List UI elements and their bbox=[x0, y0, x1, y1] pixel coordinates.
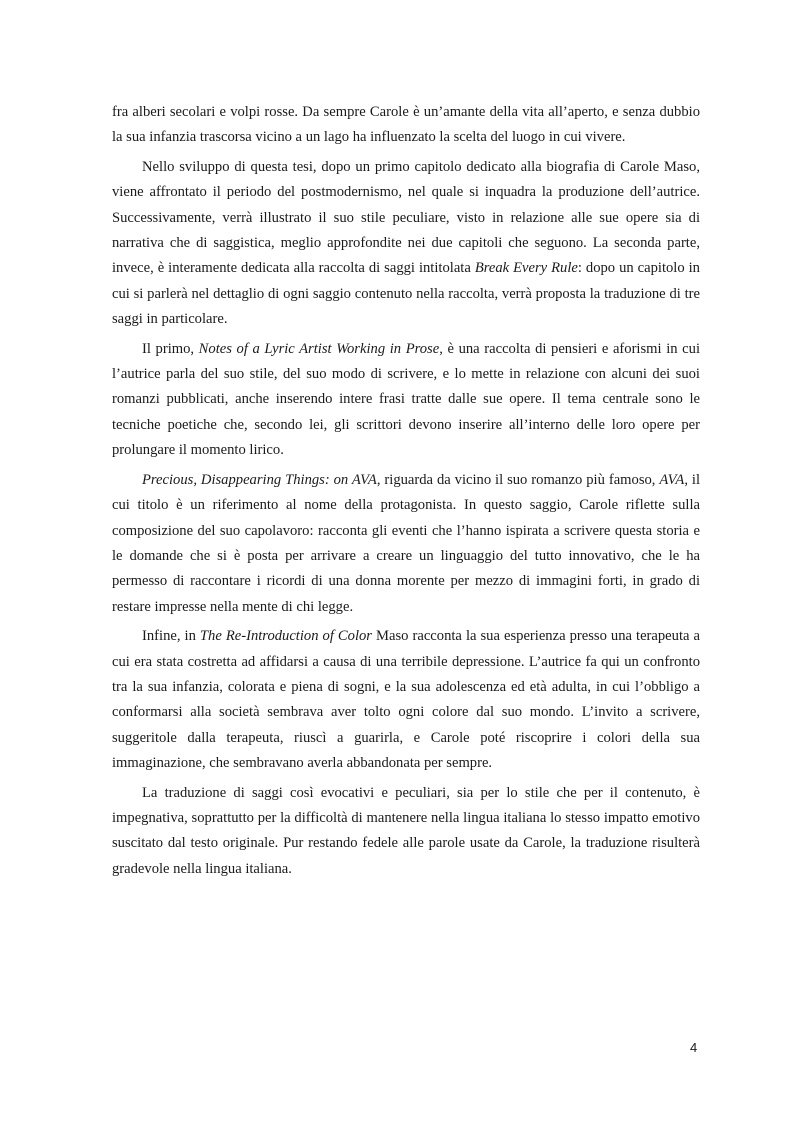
book-title: Break Every Rule bbox=[474, 260, 578, 277]
paragraph-second-essay bbox=[112, 468, 700, 620]
paragraph-text: La traduzione di saggi così evocativi e peculiari, sia per lo stile che per il contenuto, è impegnativa, soprattutto per la difficoltà di mantenere nella lingua italiana lo stesso impatto emotivo suscitato dal testo originale. Pur restando fedele alle parole usate da Carole, la traduzione risulterà gradevole nella lingua italiana. bbox=[112, 784, 700, 877]
document-body bbox=[112, 100, 700, 886]
page-number: 4 bbox=[690, 1040, 698, 1055]
paragraph-text: Il primo, bbox=[142, 340, 195, 357]
paragraph-text: fra alberi secolari e volpi rosse. Da sempre Carole è un’amante della vita all’aperto, e senza dubbio la sua infanzia trascorsa vicino a un lago ha influenzato la scelta del luogo in cui vivere. bbox=[112, 104, 700, 146]
paragraph-text: Nello sviluppo di questa tesi, dopo un primo capitolo dedicato alla biografia di Carole Maso, viene affrontato il periodo del postmodernismo, nel quale si inquadra la produzione dell’autrice. Successivamente, verrà illustrato il suo stile peculiare, visto in relazione alle sue opere sia di narrativa che di saggistica, meglio approfondite nei due capitoli che seguono. La seconda parte, invece, è interamente dedicata alla raccolta di saggi intitolata bbox=[112, 158, 700, 277]
paragraph-text: Infine, in bbox=[142, 628, 196, 645]
paragraph-first-essay bbox=[112, 337, 700, 464]
paragraph-text: Maso racconta la sua esperienza presso una terapeuta a cui era stata costretta ad affidarsi a causa di una terribile depressione. L’autrice fa qui un confronto tra la sua infanzia, colorata e piena di sogni, e la sua adolescenza ed età adulta, in cui l’obbligo a conformarsi alla società sembrava aver tolto ogni colore dal suo mondo. L’invito a scrivere, suggeritole dalla terapeuta, riuscì a guarirla, e Carole poté riscoprire i colori della sua immaginazione, che sembravano averla abbandonata per sempre. bbox=[112, 628, 700, 772]
paragraph-text: : dopo un capitolo in cui si parlerà nel dettaglio di ogni saggio contenuto nella raccolta, verrà proposta la traduzione di tre saggi in particolare. bbox=[112, 260, 700, 328]
paragraph-text: , riguarda da vicino il suo romanzo più famoso, bbox=[376, 471, 656, 488]
paragraph-text: , è una raccolta di pensieri e aforismi in cui l’autrice parla del suo stile, del suo modo di scrivere, e lo mette in relazione con alcuni dei suoi romanzi pubblicati, anche inserendo intere frasi tratte dalle sue opere. Il tema centrale sono le tecniche poetiche che, secondo lei, gli scrittori devono inserire all’interno delle loro opere per prolungare il momento lirico. bbox=[112, 340, 700, 459]
essay-title: Notes of a Lyric Artist Working in Prose bbox=[198, 340, 440, 357]
essay-title: Precious, Disappearing Things: on AVA bbox=[142, 471, 377, 488]
paragraph-translation bbox=[112, 781, 700, 883]
paragraph-continuation bbox=[112, 100, 700, 151]
paragraph-third-essay bbox=[112, 624, 700, 776]
essay-title: The Re-Introduction of Color bbox=[199, 628, 372, 645]
paragraph-thesis-structure bbox=[112, 155, 700, 333]
paragraph-text: , il cui titolo è un riferimento al nome della protagonista. In questo saggio, Carole riflette sulla composizione del suo capolavoro: racconta gli eventi che l’hanno ispirata a scrivere questa storia e le domande che si è posta per arrivare a creare un linguaggio del tutto innovativo, che le ha permesso di raccontare i ricordi di una donna morente per mezzo di immagini forti, in grado di restare impresse nella mente di chi legge. bbox=[112, 471, 701, 615]
novel-title: AVA bbox=[659, 471, 685, 488]
